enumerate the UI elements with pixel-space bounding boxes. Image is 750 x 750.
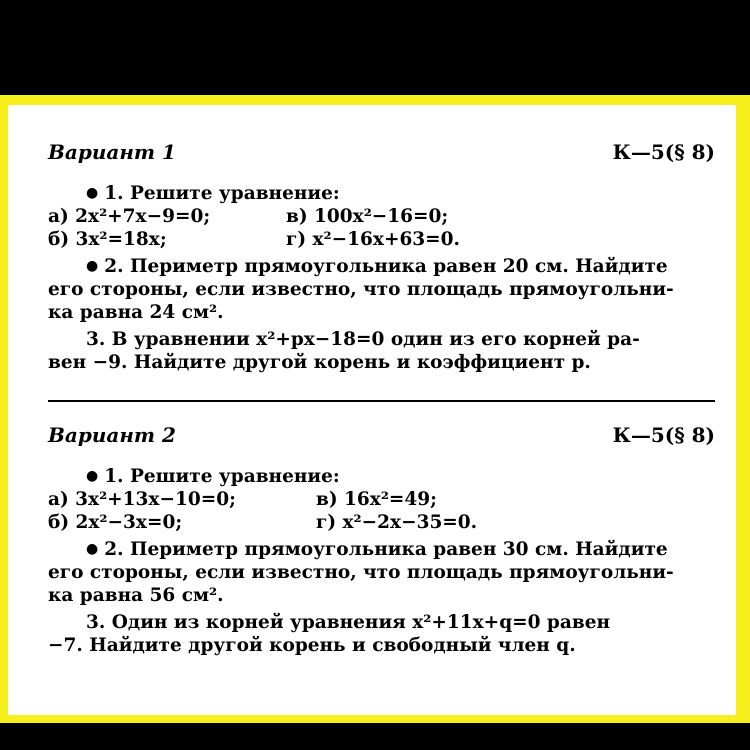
yellow-frame — [0, 95, 750, 723]
v2-task1-title: ● 1. Решите уравнение: — [86, 466, 340, 487]
bullet-icon: ● — [86, 185, 99, 201]
worksheet-content — [48, 141, 715, 657]
v2-eq-row-2 — [48, 511, 715, 534]
v1-eq-a: а) 2x²+7x−9=0; — [48, 206, 211, 227]
section-divider — [48, 400, 715, 402]
v2-eq-a: а) 3x²+13x−10=0; — [48, 489, 236, 510]
v1-task1-title: ● 1. Решите уравнение: — [86, 183, 340, 204]
v2-eq-b: б) 2x²−3x=0; — [48, 512, 183, 533]
v1-task3: 3. В уравнении x²+px−18=0 один из его корней ра- вен −9. Найдите другой корень и коэффициент p. — [48, 329, 640, 373]
bullet-icon: ● — [86, 258, 99, 274]
v1-eq-b: б) 3x²=18x; — [48, 229, 167, 250]
v2-eq-g: г) x²−2x−35=0. — [316, 512, 478, 533]
v1-eq-g: г) x²−16x+63=0. — [286, 229, 460, 250]
bullet-icon: ● — [86, 541, 99, 557]
v1-eq-row-1 — [48, 205, 715, 228]
variant-1-code: К—5(§ 8) — [612, 140, 715, 164]
v1-eq-row-2 — [48, 228, 715, 251]
variant-1-header — [48, 141, 715, 164]
variant-2-header — [48, 424, 715, 447]
v2-task3: 3. Один из корней уравнения x²+11x+q=0 равен −7. Найдите другой корень и свободный член q. — [48, 612, 611, 656]
v1-eq-v: в) 100x²−16=0; — [286, 206, 449, 227]
variant-2-code: К—5(§ 8) — [612, 423, 715, 447]
v2-task2: ● 2. Периметр прямоугольника равен 30 см. Найдите его стороны, если известно, что площадь прямоугольни- ка равна 56 см². — [48, 539, 674, 606]
v2-eq-row-1 — [48, 488, 715, 511]
variant-1-title: Вариант 1 — [48, 140, 176, 164]
worksheet — [8, 105, 736, 715]
v1-task2: ● 2. Периметр прямоугольника равен 20 см. Найдите его стороны, если известно, что площадь прямоугольни- ка равна 24 см². — [48, 256, 674, 323]
bullet-icon: ● — [86, 468, 99, 484]
variant-2-title: Вариант 2 — [48, 423, 176, 447]
v2-eq-v: в) 16x²=49; — [316, 489, 437, 510]
